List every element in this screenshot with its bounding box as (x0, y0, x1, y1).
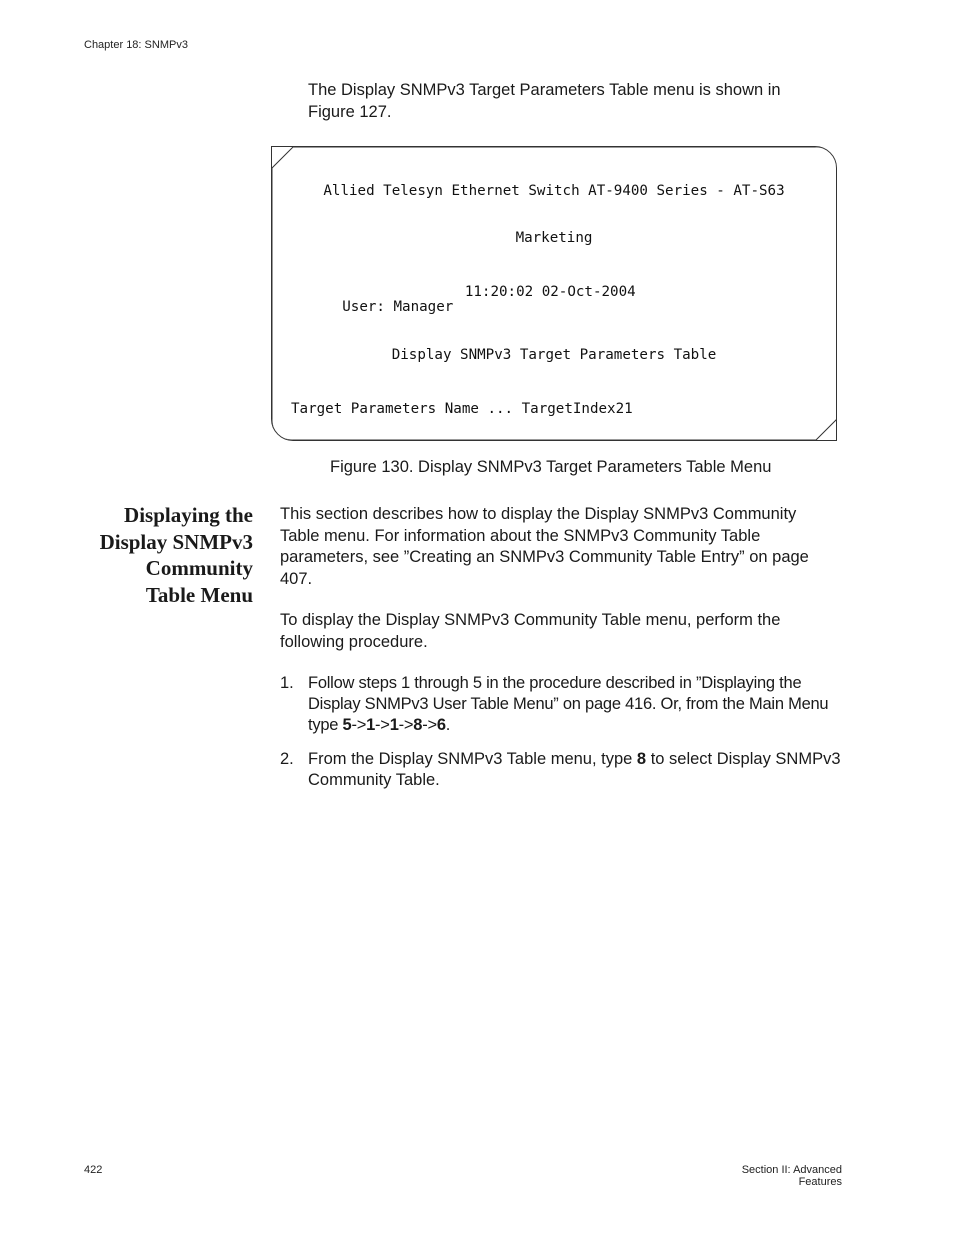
menu-key: 8 (413, 716, 423, 734)
step-text: Follow steps 1 through 5 in the procedure described in ”Displaying the Display SNMPv3 User Table Menu” on page 416. Or, from the Main Menu type (308, 674, 829, 734)
menu-key: 5 (342, 716, 352, 734)
section-heading-line: Table Menu (145, 582, 253, 607)
procedure-step-1 (280, 673, 842, 736)
section-heading-line: Display SNMPv3 (99, 529, 253, 554)
terminal-row: Target Parameters Name ... TargetIndex21 (291, 401, 633, 418)
terminal-title-line2: Marketing (515, 229, 593, 246)
section-heading-line: Displaying the (124, 503, 253, 527)
body-paragraph-1: This section describes how to display the Display SNMPv3 Community Table menu. For information about the SNMPv3 Community Table parameters, see ”Creating an SNMPv3 Community Table Entry” on page 407. (280, 505, 809, 588)
section-heading (60, 502, 253, 608)
step-text-end: to select Display SNMPv3 Community Table. (308, 750, 841, 789)
terminal-user-label: User: Manager (342, 299, 454, 316)
running-footer: Section II: Advanced Features (741, 1164, 842, 1188)
menu-key: 8 (636, 750, 647, 768)
terminal-timestamp: 11:20:02 02-Oct-2004 (464, 283, 636, 300)
step-number: 2. (280, 750, 294, 768)
body-paragraph-2: To display the Display SNMPv3 Community Table menu, perform the following procedure. (280, 611, 781, 651)
terminal-title-line1: Allied Telesyn Ethernet Switch AT-9400 Series - AT-S63 (323, 183, 785, 200)
intro-paragraph: The Display SNMPv3 Target Parameters Table menu is shown in Figure 127. (308, 81, 781, 121)
terminal-text (291, 153, 785, 441)
step-text: From the Display SNMPv3 Table menu, type (308, 750, 637, 768)
terminal-table-title: Display SNMPv3 Target Parameters Table (391, 346, 717, 363)
menu-key: 6 (436, 716, 446, 734)
page-number: 422 (84, 1164, 103, 1176)
figure-caption: Figure 130. Display SNMPv3 Target Parameters Table Menu (330, 458, 772, 476)
arrow-text: -> (422, 716, 437, 734)
step-text-end: . (445, 716, 451, 734)
procedure-step-2 (280, 749, 842, 791)
terminal-screen (271, 146, 837, 441)
menu-key: 1 (389, 716, 399, 734)
arrow-text: -> (398, 716, 414, 734)
menu-key: 1 (366, 716, 376, 734)
step-number: 1. (280, 674, 294, 692)
running-header: Chapter 18: SNMPv3 (84, 39, 188, 51)
arrow-text: -> (375, 716, 390, 734)
section-heading-line: Community (145, 556, 253, 580)
arrow-text: -> (351, 716, 367, 734)
